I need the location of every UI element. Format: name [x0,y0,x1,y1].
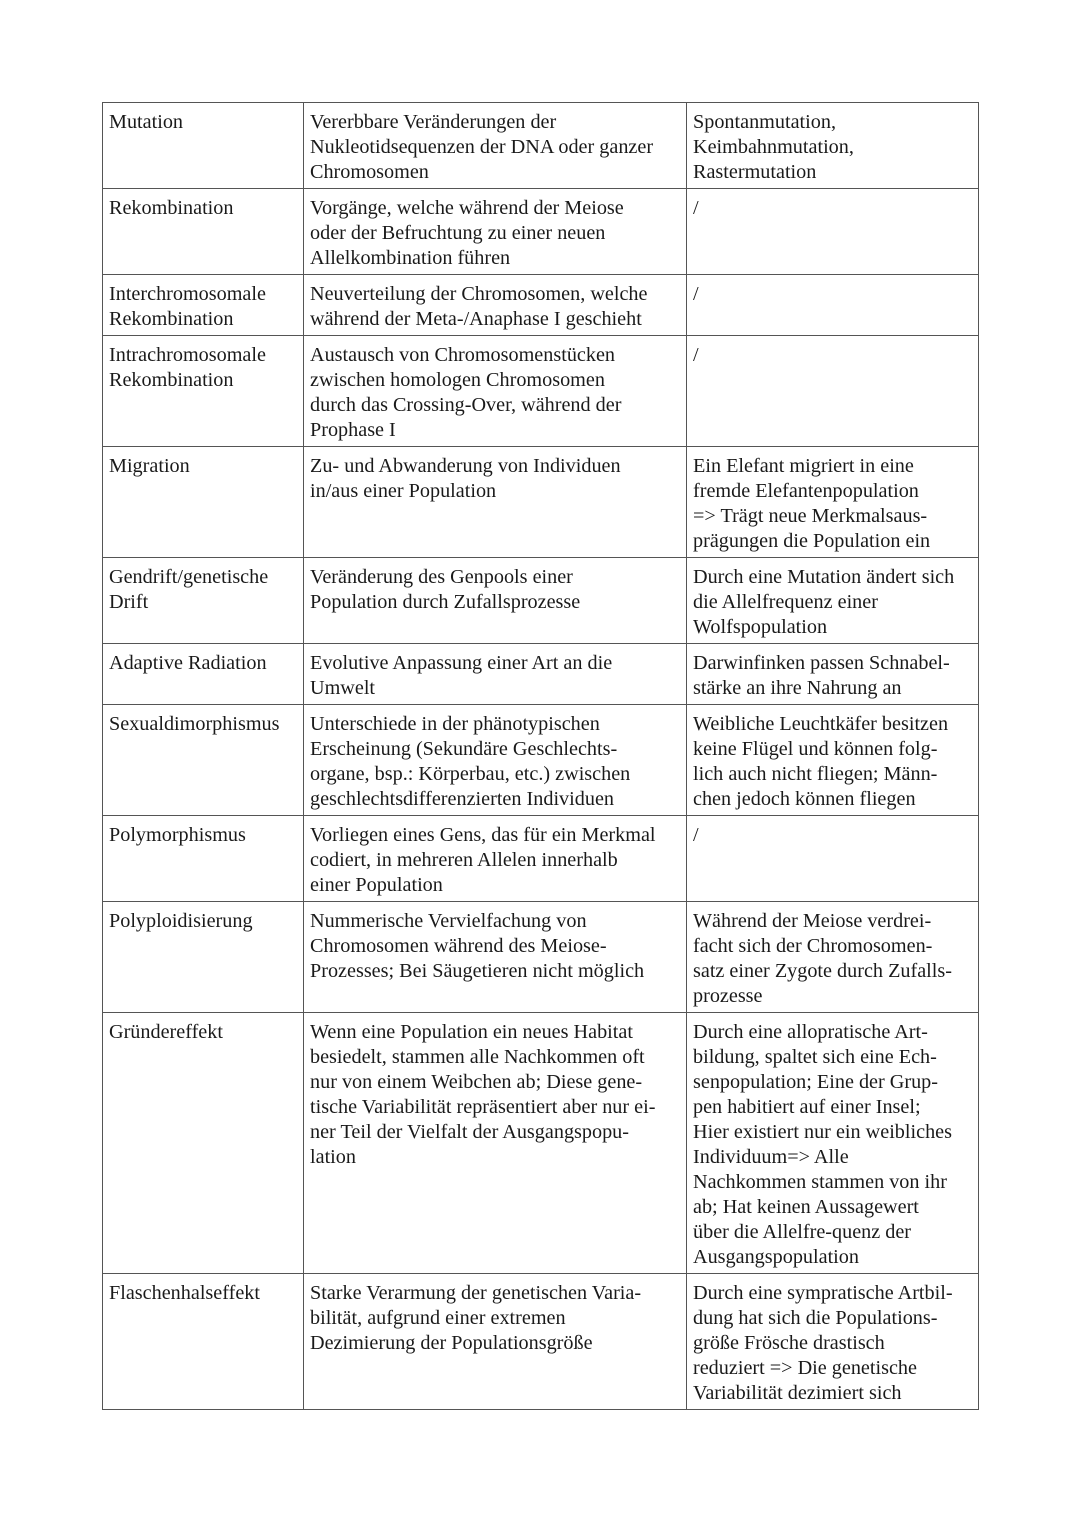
term-text: Intrachromosomale Rekombination [109,344,266,391]
example-cell [687,902,979,1013]
definition-text: Vererbbare Veränderungen der Nukleotidsequenzen der DNA oder ganzer Chromosomen [310,111,654,183]
table-row [103,644,979,705]
table-row [103,189,979,275]
example-text: Während der Meiose verdrei- facht sich der Chromosomen- satz einer Zygote durch Zufalls- prozesse [693,910,952,1007]
term-cell [103,189,304,275]
table-row [103,902,979,1013]
definition-text: Austausch von Chromosomenstücken zwischen homologen Chromosomen durch das Crossing-Over, während der Prophase I [310,344,622,441]
definition-text: Evolutive Anpassung einer Art an die Umwelt [310,652,613,699]
term-text: Sexualdimorphismus [109,713,280,735]
term-text: Rekombination [109,197,234,219]
term-cell [103,644,304,705]
example-cell [687,705,979,816]
term-text: Polymorphismus [109,824,246,846]
example-cell [687,275,979,336]
definition-cell [304,705,687,816]
definition-text: Neuverteilung der Chromosomen, welche während der Meta-/Anaphase I geschieht [310,283,648,330]
definition-text: Vorliegen eines Gens, das für ein Merkmal codiert, in mehreren Allelen innerhalb einer Population [310,824,656,896]
example-text: / [693,283,699,305]
definition-cell [304,816,687,902]
definition-text: Veränderung des Genpools einer Population durch Zufallsprozesse [310,566,581,613]
term-cell [103,103,304,189]
term-cell [103,558,304,644]
definition-text: Unterschiede in der phänotypischen Erscheinung (Sekundäre Geschlechts- organe, bsp.: Körperbau, etc.) zwischen geschlechtsdifferenzierten Individuen [310,713,631,810]
definition-cell [304,336,687,447]
example-text: Durch eine allopratische Art- bildung, spaltet sich eine Ech- senpopulation; Eine der Grup- pen habitiert auf einer Insel; Hier existiert nur ein weibliches Individuum=> Alle Nachkommen stammen von ihr ab; Hat keinen Aussagewert über die Allelfre-quenz der Ausgangspopulation [693,1021,952,1268]
definition-text: Nummerische Vervielfachung von Chromosomen während des Meiose- Prozesses; Bei Säugetieren nicht möglich [310,910,645,982]
glossary-table [102,102,979,1410]
example-text: Durch eine Mutation ändert sich die Allelfrequenz einer Wolfspopulation [693,566,955,638]
example-cell [687,558,979,644]
example-text: Ein Elefant migriert in eine fremde Elefantenpopulation => Trägt neue Merkmalsaus- prägungen die Population ein [693,455,931,552]
definition-cell [304,447,687,558]
definition-text: Wenn eine Population ein neues Habitat besiedelt, stammen alle Nachkommen oft nur von einem Weibchen ab; Diese gene- tische Variabilität repräsentiert aber nur ei- ner Teil der Vielfalt der Ausgangspopu- lation [310,1021,656,1168]
example-cell [687,644,979,705]
definition-cell [304,558,687,644]
term-cell [103,705,304,816]
definition-cell [304,275,687,336]
example-cell [687,816,979,902]
example-text: / [693,344,699,366]
table-row [103,447,979,558]
term-text: Gründereffekt [109,1021,223,1043]
table-row [103,705,979,816]
term-text: Interchromosomale Rekombination [109,283,266,330]
definition-text: Starke Verarmung der genetischen Varia- bilität, aufgrund einer extremen Dezimierung der Populationsgröße [310,1282,642,1354]
example-cell [687,1274,979,1410]
table-row [103,336,979,447]
term-cell [103,447,304,558]
example-cell [687,103,979,189]
definition-text: Vorgänge, welche während der Meiose oder der Befruchtung zu einer neuen Allelkombination führen [310,197,624,269]
table-row [103,1274,979,1410]
definition-cell [304,902,687,1013]
example-cell [687,336,979,447]
example-text: / [693,824,699,846]
example-text: Spontanmutation, Keimbahnmutation, Rastermutation [693,111,854,183]
term-text: Flaschenhalseffekt [109,1282,260,1304]
definition-cell [304,1274,687,1410]
definition-cell [304,103,687,189]
table-row [103,103,979,189]
example-cell [687,1013,979,1274]
definition-cell [304,189,687,275]
term-text: Adaptive Radiation [109,652,267,674]
term-text: Migration [109,455,190,477]
term-cell [103,816,304,902]
term-text: Gendrift/genetische Drift [109,566,269,613]
term-cell [103,1013,304,1274]
definition-text: Zu- und Abwanderung von Individuen in/aus einer Population [310,455,621,502]
example-cell [687,447,979,558]
term-cell [103,275,304,336]
document-page [102,102,978,1410]
example-text: / [693,197,699,219]
table-row [103,816,979,902]
example-text: Weibliche Leuchtkäfer besitzen keine Flügel und können folg- lich auch nicht fliegen; Männ- chen jedoch können fliegen [693,713,949,810]
table-row [103,558,979,644]
term-text: Polyploidisierung [109,910,253,932]
example-text: Darwinfinken passen Schnabel- stärke an ihre Nahrung an [693,652,950,699]
example-text: Durch eine sympratische Artbil- dung hat sich die Populations- größe Frösche drastisch reduziert => Die genetische Variabilität dezimiert sich [693,1282,953,1404]
term-cell [103,902,304,1013]
table-row [103,1013,979,1274]
term-cell [103,1274,304,1410]
term-cell [103,336,304,447]
term-text: Mutation [109,111,184,133]
table-row [103,275,979,336]
definition-cell [304,1013,687,1274]
definition-cell [304,644,687,705]
example-cell [687,189,979,275]
